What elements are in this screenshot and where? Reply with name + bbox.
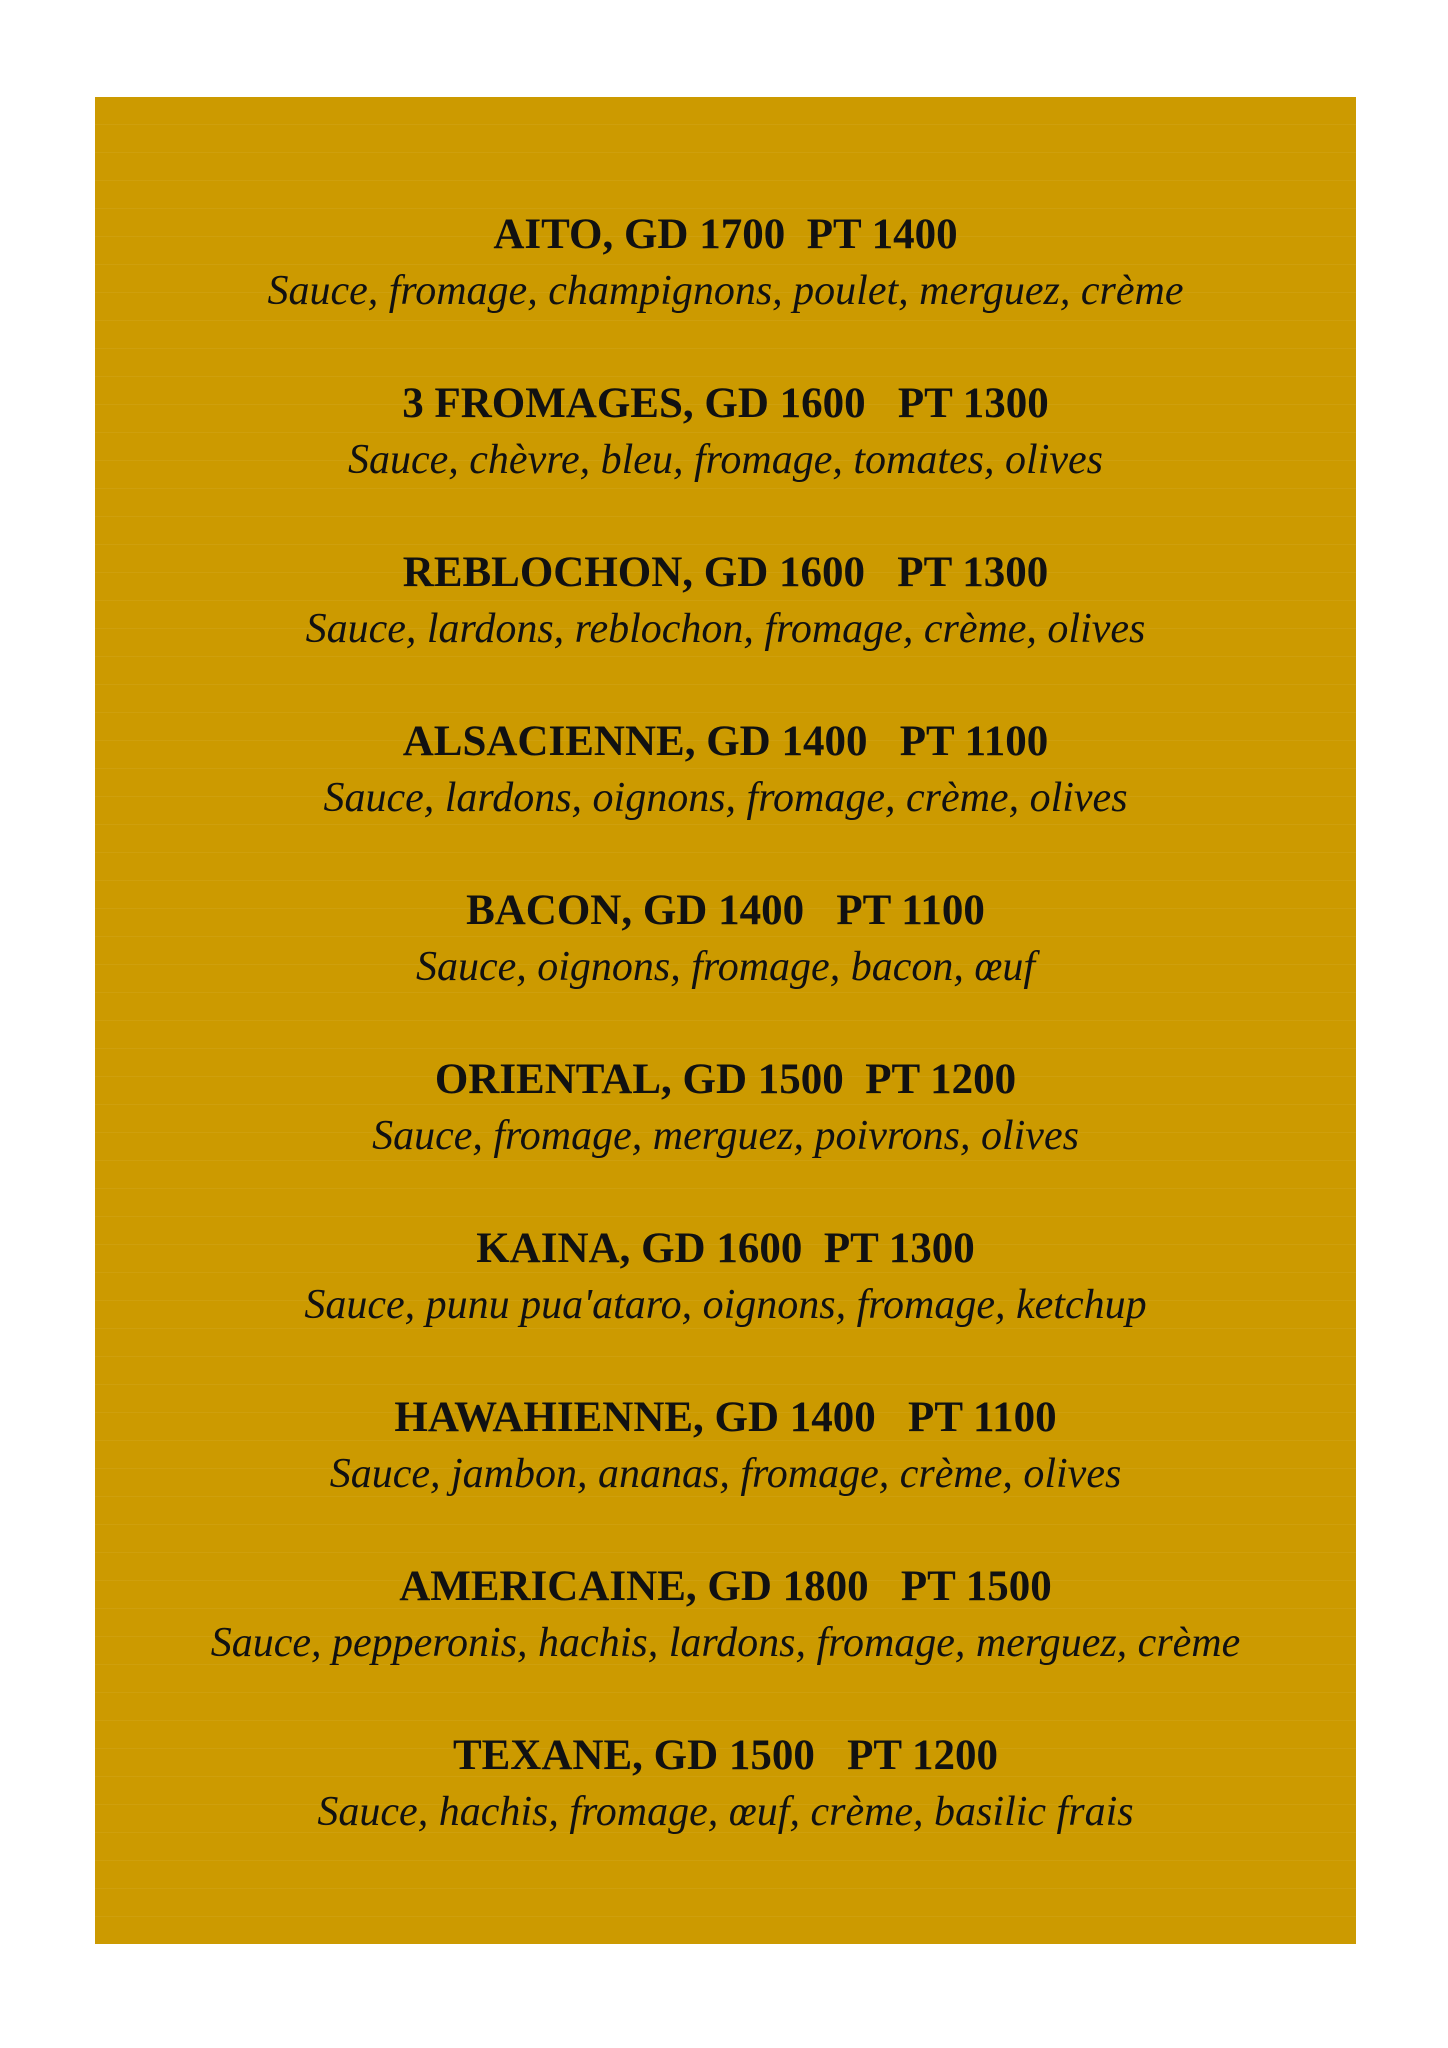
menu-item-title: ALSACIENNE, GD 1400 PT 1100 bbox=[402, 718, 1049, 765]
menu-item-description: Sauce, punu pua'ataro, oignons, fromage, ketchup bbox=[304, 1282, 1147, 1328]
menu-item-title: TEXANE, GD 1500 PT 1200 bbox=[452, 1732, 999, 1779]
menu-item-title: 3 FROMAGES, GD 1600 PT 1300 bbox=[402, 380, 1049, 427]
menu-item-oriental bbox=[95, 1052, 1356, 1221]
menu-item-reblochon bbox=[95, 545, 1356, 714]
menu-item-description: Sauce, chèvre, bleu, fromage, tomates, olives bbox=[348, 437, 1103, 483]
menu-item-kaina bbox=[95, 1221, 1356, 1390]
menu-item-description: Sauce, lardons, oignons, fromage, crème, olives bbox=[323, 775, 1128, 821]
menu-item-bacon bbox=[95, 883, 1356, 1052]
menu-item-description: Sauce, fromage, merguez, poivrons, olives bbox=[372, 1113, 1079, 1159]
menu-item-title: KAINA, GD 1600 PT 1300 bbox=[476, 1225, 975, 1272]
menu-item-description: Sauce, lardons, reblochon, fromage, crème, olives bbox=[305, 606, 1146, 652]
menu-item-hawahienne bbox=[95, 1390, 1356, 1559]
menu-item-description: Sauce, oignons, fromage, bacon, œuf bbox=[415, 944, 1036, 990]
pizza-menu-list bbox=[95, 207, 1356, 1897]
menu-item-americaine bbox=[95, 1559, 1356, 1728]
menu-item-3-fromages bbox=[95, 376, 1356, 545]
menu-item-aito bbox=[95, 207, 1356, 376]
menu-item-title: REBLOCHON, GD 1600 PT 1300 bbox=[402, 549, 1049, 596]
menu-item-title: BACON, GD 1400 PT 1100 bbox=[466, 887, 985, 934]
menu-item-description: Sauce, fromage, champignons, poulet, merguez, crème bbox=[267, 268, 1184, 314]
menu-panel bbox=[95, 97, 1356, 1944]
menu-item-texane bbox=[95, 1728, 1356, 1897]
menu-item-description: Sauce, hachis, fromage, œuf, crème, basilic frais bbox=[317, 1789, 1134, 1835]
menu-item-title: HAWAHIENNE, GD 1400 PT 1100 bbox=[394, 1394, 1057, 1441]
menu-item-description: Sauce, jambon, ananas, fromage, crème, olives bbox=[329, 1451, 1122, 1497]
menu-item-description: Sauce, pepperonis, hachis, lardons, fromage, merguez, crème bbox=[210, 1620, 1241, 1666]
menu-item-title: AITO, GD 1700 PT 1400 bbox=[493, 211, 958, 258]
menu-item-title: AMERICAINE, GD 1800 PT 1500 bbox=[399, 1563, 1052, 1610]
menu-item-alsacienne bbox=[95, 714, 1356, 883]
menu-item-title: ORIENTAL, GD 1500 PT 1200 bbox=[434, 1056, 1017, 1103]
